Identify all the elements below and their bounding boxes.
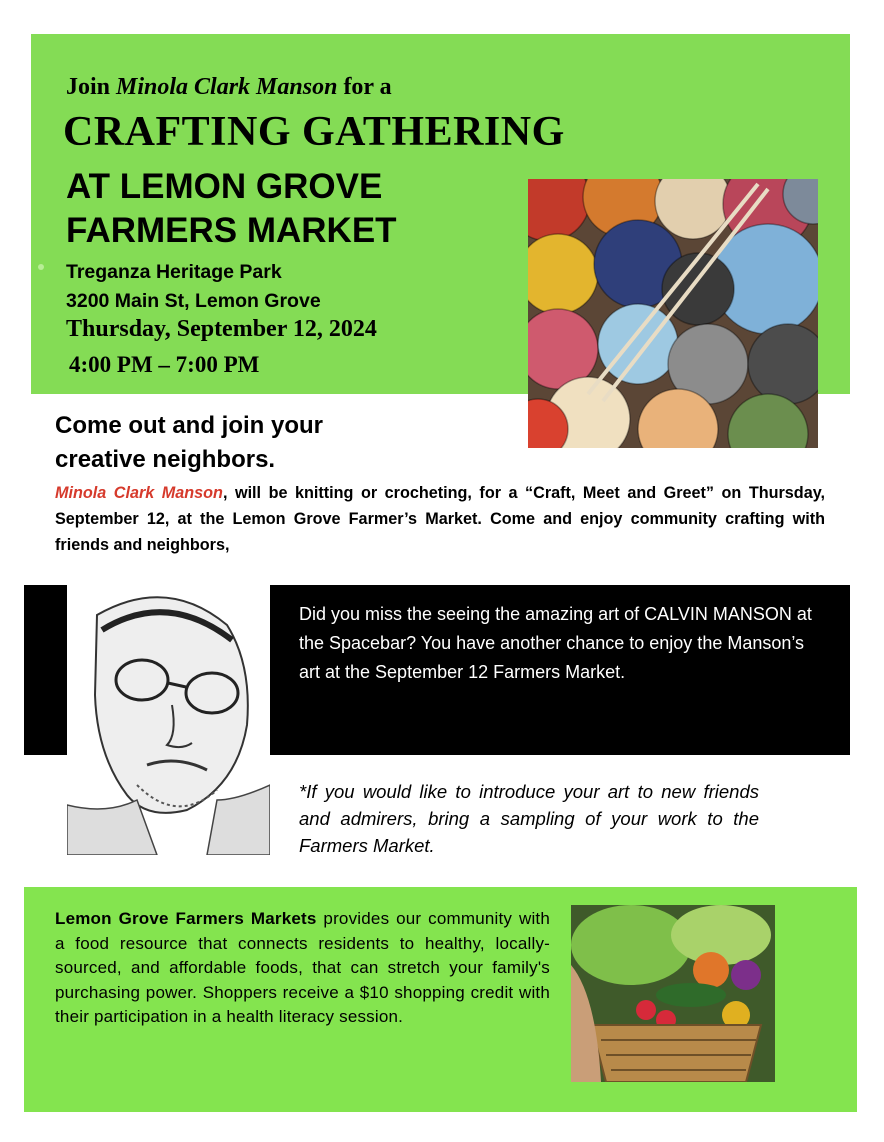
event-location-title: AT LEMON GROVE FARMERS MARKET [66, 167, 397, 250]
join-line: Join Minola Clark Manson for a [66, 74, 392, 100]
vegetable-basket-photo [571, 905, 775, 1082]
host-name-highlight: Minola Clark Manson [55, 484, 223, 502]
artist-invite-note: *If you would like to introduce your art to new friends and admirers, bring a sampling of your work to the Farmers Market. [299, 781, 759, 856]
artist-portrait [67, 585, 270, 855]
venue-address: 3200 Main St, Lemon Grove [66, 290, 321, 312]
intro-paragraph: Minola Clark Manson, will be knitting or crocheting, for a “Craft, Meet and Greet” on Thursday, September 12, at the Lemon Grove Farmer’s Market. Come and enjoy community crafting with friends and neighbors, [55, 484, 825, 554]
event-time: 4:00 PM – 7:00 PM [69, 352, 260, 377]
art-callout-text: Did you miss the seeing the amazing art of CALVIN MANSON at the Spacebar? You have another chance to enjoy the Manson’s art at the September 12 Farmers Market. [299, 604, 812, 682]
venue-info [66, 258, 321, 316]
host-name: Minola Clark Manson [116, 74, 338, 100]
bullet-dot [38, 264, 44, 270]
event-date: Thursday, September 12, 2024 [66, 316, 377, 342]
yarn-photo [528, 179, 818, 448]
band-left [24, 585, 67, 755]
market-description: Lemon Grove Farmers Markets provides our community with a food resource that connects residents to healthy, locally-sourced, and affordable foods, that can stretch your family's purchasing power. Shoppers receive a $10 shopping credit with their participation in a health literacy session. [55, 909, 550, 1026]
intro-heading: Come out and join your creative neighbors. [55, 412, 323, 473]
venue-name: Treganza Heritage Park [66, 261, 282, 283]
market-name: Lemon Grove Farmers Markets [55, 909, 317, 928]
event-title: CRAFTING GATHERING [63, 109, 565, 155]
